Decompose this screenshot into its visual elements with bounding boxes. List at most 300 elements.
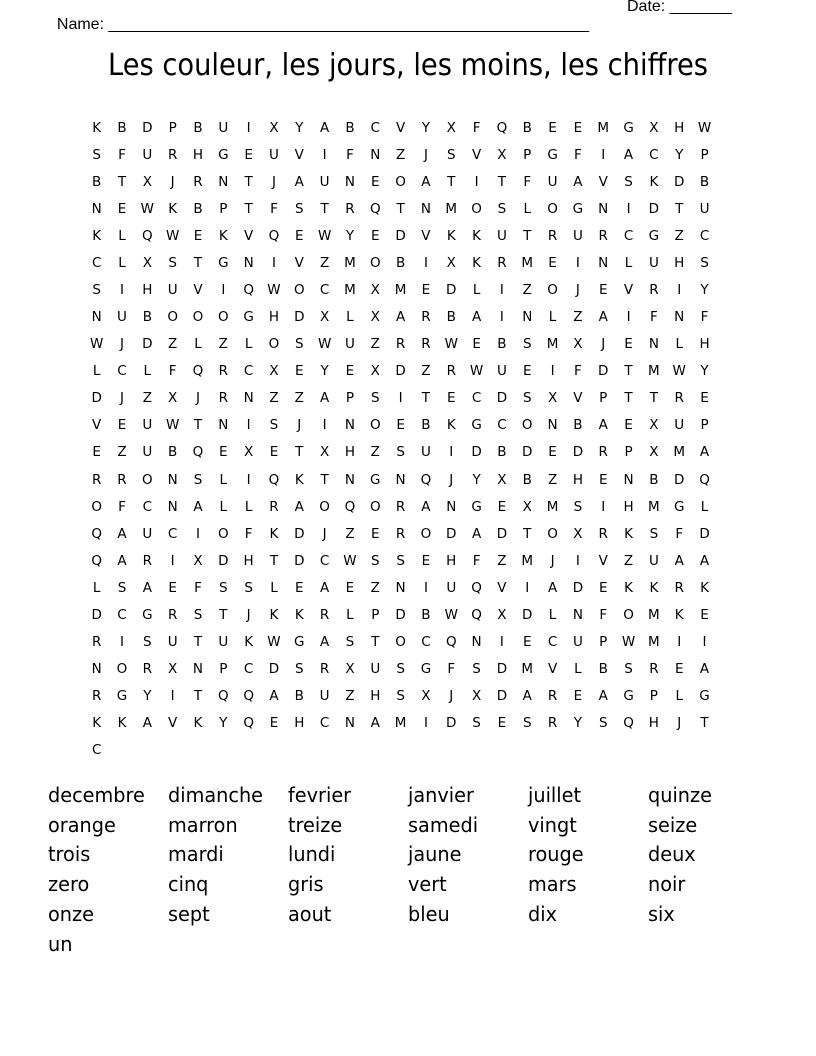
- grid-letter: U: [142, 525, 153, 542]
- grid-letter: Y: [700, 282, 709, 298]
- grid-letter: H: [699, 336, 710, 353]
- grid-letter: J: [120, 390, 124, 407]
- grid-letter: Z: [370, 336, 380, 353]
- grid-letter: S: [295, 200, 304, 217]
- grid-letter: Z: [421, 363, 431, 380]
- grid-letter: O: [142, 471, 153, 488]
- grid-letter: T: [421, 390, 431, 407]
- word-bank-item: noir: [648, 872, 686, 897]
- grid-letter: M: [648, 634, 660, 651]
- grid-letter: T: [193, 254, 203, 271]
- grid-letter: E: [345, 363, 355, 380]
- grid-letter: H: [243, 552, 254, 569]
- grid-letter: A: [294, 498, 304, 515]
- grid-letter: K: [117, 715, 127, 732]
- grid-letter: N: [471, 634, 482, 651]
- grid-letter: U: [319, 173, 330, 190]
- grid-letter: F: [700, 309, 709, 326]
- grid-letter: Q: [142, 227, 153, 244]
- grid-letter: B: [522, 119, 532, 136]
- grid-letter: O: [547, 200, 558, 217]
- word-bank-item: samedi: [408, 812, 479, 837]
- grid-letter: S: [143, 634, 152, 651]
- grid-letter: I: [322, 146, 327, 163]
- grid-letter: S: [396, 444, 405, 461]
- grid-letter: X: [370, 282, 380, 298]
- grid-letter: V: [395, 119, 406, 136]
- grid-letter: B: [598, 661, 608, 678]
- grid-letter: S: [219, 579, 228, 596]
- grid-letter: T: [320, 200, 329, 217]
- grid-letter: T: [269, 552, 279, 569]
- grid-letter: I: [601, 498, 606, 515]
- grid-letter: I: [398, 390, 403, 407]
- grid-letter: E: [497, 715, 507, 732]
- grid-letter: E: [371, 227, 380, 244]
- grid-letter: W: [89, 336, 104, 353]
- grid-letter: C: [497, 417, 507, 434]
- grid-letter: D: [496, 525, 508, 542]
- grid-letter: N: [167, 471, 178, 488]
- grid-letter: X: [193, 552, 203, 569]
- grid-letter: O: [369, 417, 381, 434]
- grid-letter: V: [421, 227, 431, 244]
- grid-letter: U: [648, 254, 659, 271]
- grid-letter: O: [369, 254, 381, 271]
- grid-letter: E: [573, 688, 583, 705]
- grid-letter: N: [446, 498, 457, 515]
- grid-letter: M: [394, 282, 407, 298]
- grid-letter: G: [648, 227, 660, 244]
- grid-letter: X: [370, 363, 380, 380]
- grid-letter: E: [548, 254, 557, 271]
- grid-letter: I: [677, 282, 682, 298]
- grid-letter: N: [598, 254, 609, 271]
- grid-letter: X: [142, 254, 152, 271]
- grid-letter: K: [624, 579, 633, 596]
- grid-letter: S: [269, 417, 279, 434]
- grid-letter: B: [649, 471, 659, 488]
- grid-letter: T: [193, 417, 203, 434]
- grid-letter: A: [142, 579, 152, 596]
- grid-letter: I: [626, 309, 631, 326]
- grid-letter: S: [117, 579, 127, 596]
- grid-letter: O: [268, 336, 280, 353]
- grid-letter: J: [601, 336, 606, 353]
- grid-letter: L: [574, 661, 582, 678]
- grid-letter: Z: [168, 336, 178, 353]
- grid-letter: V: [547, 661, 558, 678]
- grid-letter: I: [626, 200, 631, 217]
- word-bank-item: janvier: [408, 782, 474, 807]
- grid-letter: N: [192, 661, 204, 678]
- grid-letter: D: [648, 200, 660, 217]
- grid-letter: F: [168, 363, 177, 380]
- word-bank-item: lundi: [288, 842, 336, 867]
- grid-letter: A: [674, 552, 684, 569]
- grid-letter: Z: [674, 227, 684, 244]
- grid-letter: N: [167, 498, 178, 515]
- grid-letter: F: [675, 525, 684, 542]
- grid-letter: F: [523, 173, 532, 190]
- grid-letter: W: [697, 119, 712, 136]
- word-bank-item: dix: [528, 902, 557, 927]
- grid-letter: Q: [420, 471, 432, 488]
- grid-letter: F: [346, 146, 354, 163]
- grid-letter: D: [471, 444, 482, 461]
- grid-letter: X: [649, 119, 659, 136]
- grid-letter: I: [246, 417, 251, 434]
- grid-letter: V: [193, 282, 203, 298]
- grid-letter: E: [446, 390, 456, 407]
- grid-letter: G: [116, 688, 128, 705]
- grid-letter: K: [92, 227, 102, 244]
- grid-letter: C: [649, 146, 659, 163]
- page-title: Les couleur, les jours, les moins, les chiffres: [107, 48, 709, 83]
- grid-letter: R: [649, 661, 659, 678]
- grid-letter: T: [675, 200, 684, 217]
- grid-letter: E: [295, 579, 304, 596]
- grid-letter: N: [420, 200, 431, 217]
- grid-letter: E: [244, 146, 253, 163]
- grid-letter: L: [270, 579, 278, 596]
- grid-letter: O: [369, 498, 381, 515]
- grid-letter: I: [474, 173, 479, 190]
- grid-letter: U: [218, 634, 229, 651]
- grid-letter: T: [624, 390, 633, 407]
- grid-letter: Q: [192, 363, 204, 380]
- grid-letter: D: [294, 552, 305, 569]
- grid-letter: B: [573, 417, 583, 434]
- grid-letter: C: [117, 606, 127, 623]
- grid-letter: F: [447, 661, 456, 678]
- grid-letter: U: [420, 444, 431, 461]
- grid-letter: A: [117, 525, 127, 542]
- grid-letter: H: [268, 309, 280, 326]
- grid-letter: E: [421, 282, 431, 298]
- grid-letter: R: [421, 336, 431, 353]
- grid-letter: I: [170, 552, 175, 569]
- grid-letter: W: [165, 227, 180, 244]
- grid-letter: Y: [345, 227, 355, 244]
- grid-letter: I: [322, 417, 327, 434]
- grid-letter: D: [268, 661, 280, 678]
- grid-letter: B: [497, 444, 507, 461]
- grid-letter: A: [598, 309, 608, 326]
- grid-letter: T: [320, 471, 329, 488]
- grid-letter: D: [446, 525, 457, 542]
- grid-letter: P: [371, 606, 380, 623]
- grid-letter: E: [92, 444, 101, 461]
- grid-letter: I: [246, 471, 251, 488]
- grid-letter: P: [700, 417, 709, 434]
- word-bank-item: sept: [168, 902, 210, 927]
- grid-letter: H: [572, 471, 583, 488]
- grid-letter: C: [91, 742, 102, 759]
- grid-letter: I: [575, 552, 580, 569]
- grid-letter: L: [118, 227, 126, 244]
- grid-letter: E: [700, 390, 709, 407]
- grid-letter: R: [395, 525, 406, 542]
- grid-letter: Z: [547, 471, 558, 488]
- grid-letter: T: [497, 173, 507, 190]
- grid-letter: Y: [295, 119, 304, 136]
- grid-letter: I: [702, 634, 707, 651]
- grid-letter: W: [444, 606, 458, 623]
- grid-letter: V: [623, 282, 634, 298]
- grid-letter: E: [674, 661, 684, 678]
- grid-letter: Z: [522, 282, 532, 298]
- word-bank-item: gris: [288, 872, 324, 897]
- grid-letter: C: [421, 634, 431, 651]
- grid-letter: Q: [243, 715, 254, 732]
- grid-letter: L: [346, 606, 354, 623]
- grid-letter: X: [522, 498, 532, 515]
- grid-letter: S: [92, 282, 101, 298]
- grid-letter: N: [243, 254, 254, 271]
- grid-letter: B: [421, 606, 431, 623]
- grid-letter: E: [269, 715, 279, 732]
- grid-letter: D: [496, 661, 508, 678]
- grid-letter: G: [699, 688, 710, 705]
- grid-letter: B: [497, 336, 507, 353]
- word-bank-item: juillet: [528, 782, 582, 807]
- grid-letter: B: [92, 173, 102, 190]
- grid-letter: O: [521, 417, 533, 434]
- grid-letter: L: [219, 498, 228, 515]
- grid-letter: A: [623, 146, 634, 163]
- grid-letter: G: [370, 471, 381, 488]
- grid-letter: Q: [471, 579, 482, 596]
- grid-letter: B: [294, 688, 304, 705]
- grid-letter: X: [497, 146, 507, 163]
- word-bank-item: seize: [648, 812, 698, 837]
- grid-letter: P: [624, 444, 633, 461]
- grid-letter: L: [700, 498, 709, 515]
- grid-letter: T: [193, 634, 203, 651]
- grid-letter: O: [395, 634, 406, 651]
- grid-letter: P: [599, 390, 608, 407]
- grid-letter: C: [167, 525, 178, 542]
- word-bank-item: vingt: [528, 812, 577, 837]
- grid-letter: C: [547, 634, 558, 651]
- grid-letter: L: [244, 336, 253, 353]
- grid-letter: Y: [700, 363, 709, 380]
- grid-letter: A: [573, 173, 583, 190]
- grid-letter: Z: [345, 688, 355, 705]
- grid-letter: U: [572, 634, 583, 651]
- grid-letter: D: [142, 119, 153, 136]
- grid-letter: A: [547, 579, 558, 596]
- grid-letter: R: [117, 471, 127, 488]
- grid-letter: Q: [471, 606, 482, 623]
- grid-letter: X: [319, 444, 330, 461]
- grid-letter: W: [469, 363, 484, 380]
- grid-letter: N: [623, 471, 634, 488]
- grid-letter: E: [345, 579, 355, 596]
- word-bank-item: bleu: [408, 902, 450, 927]
- grid-letter: J: [271, 173, 276, 190]
- grid-letter: N: [395, 579, 406, 596]
- grid-letter: Q: [192, 444, 204, 461]
- grid-letter: T: [523, 227, 532, 244]
- grid-letter: F: [574, 146, 582, 163]
- grid-letter: W: [140, 200, 154, 217]
- grid-letter: Q: [217, 688, 229, 705]
- grid-letter: V: [92, 417, 102, 434]
- grid-letter: X: [168, 390, 178, 407]
- grid-letter: E: [396, 417, 405, 434]
- grid-letter: T: [649, 390, 658, 407]
- grid-letter: B: [168, 444, 178, 461]
- grid-letter: F: [118, 146, 126, 163]
- grid-letter: S: [193, 471, 203, 488]
- grid-letter: U: [167, 282, 178, 298]
- grid-letter: I: [677, 634, 682, 651]
- grid-letter: I: [170, 688, 175, 705]
- grid-letter: D: [218, 552, 229, 569]
- grid-letter: A: [193, 498, 203, 515]
- date-field-label: Date: _______: [627, 0, 732, 15]
- word-bank-item: quinze: [648, 782, 712, 807]
- grid-letter: R: [269, 498, 279, 515]
- grid-letter: X: [345, 661, 355, 678]
- grid-letter: W: [267, 634, 281, 651]
- grid-letter: R: [218, 390, 228, 407]
- grid-letter: C: [319, 282, 330, 298]
- grid-letter: N: [648, 336, 659, 353]
- grid-letter: L: [346, 309, 354, 326]
- grid-letter: P: [168, 119, 177, 136]
- grid-letter: E: [598, 282, 608, 298]
- grid-letter: N: [344, 715, 355, 732]
- grid-letter: R: [598, 444, 608, 461]
- word-bank-item: marron: [168, 812, 238, 837]
- grid-letter: R: [167, 146, 178, 163]
- grid-letter: R: [497, 254, 507, 271]
- grid-letter: X: [573, 336, 583, 353]
- grid-letter: R: [649, 282, 659, 298]
- grid-letter: E: [624, 417, 633, 434]
- grid-letter: R: [345, 200, 355, 217]
- grid-letter: K: [294, 471, 304, 488]
- grid-letter: Y: [421, 119, 431, 136]
- grid-letter: J: [449, 471, 454, 488]
- grid-letter: A: [699, 552, 710, 569]
- grid-letter: Q: [699, 471, 710, 488]
- grid-letter: G: [218, 146, 229, 163]
- grid-letter: A: [319, 579, 330, 596]
- grid-letter: S: [522, 390, 532, 407]
- grid-letter: Y: [675, 146, 684, 163]
- grid-letter: R: [598, 525, 608, 542]
- grid-letter: M: [521, 661, 534, 678]
- grid-letter: B: [117, 119, 127, 136]
- grid-letter: L: [523, 200, 531, 217]
- grid-letter: E: [168, 579, 177, 596]
- grid-letter: A: [471, 525, 482, 542]
- grid-letter: S: [573, 498, 583, 515]
- grid-letter: D: [572, 579, 584, 596]
- grid-letter: O: [217, 309, 229, 326]
- word-bank-item: vert: [408, 872, 447, 897]
- grid-letter: T: [244, 200, 253, 217]
- grid-letter: M: [445, 200, 458, 217]
- grid-letter: Z: [269, 390, 279, 407]
- grid-letter: E: [472, 336, 481, 353]
- grid-letter: X: [244, 444, 254, 461]
- word-bank-item: jaune: [408, 842, 462, 867]
- grid-letter: Q: [91, 525, 102, 542]
- grid-letter: E: [117, 417, 127, 434]
- grid-letter: D: [446, 715, 457, 732]
- grid-letter: R: [547, 688, 558, 705]
- grid-letter: B: [446, 309, 456, 326]
- grid-letter: D: [294, 309, 305, 326]
- grid-letter: S: [472, 661, 481, 678]
- grid-letter: Q: [243, 688, 254, 705]
- grid-letter: K: [92, 119, 102, 136]
- grid-letter: A: [319, 390, 330, 407]
- grid-letter: O: [319, 498, 330, 515]
- grid-letter: K: [472, 227, 482, 244]
- grid-letter: L: [92, 363, 101, 380]
- grid-letter: F: [472, 119, 481, 136]
- grid-letter: J: [297, 417, 302, 434]
- grid-letter: B: [193, 119, 203, 136]
- grid-letter: E: [573, 119, 583, 136]
- grid-letter: T: [193, 688, 203, 705]
- grid-letter: E: [269, 444, 279, 461]
- grid-letter: K: [294, 606, 304, 623]
- grid-letter: H: [142, 282, 153, 298]
- grid-letter: Y: [320, 363, 329, 380]
- grid-letter: S: [624, 661, 633, 678]
- grid-letter: D: [142, 336, 153, 353]
- grid-letter: F: [270, 200, 278, 217]
- grid-letter: G: [623, 688, 634, 705]
- grid-letter: G: [673, 498, 685, 515]
- grid-letter: D: [91, 390, 102, 407]
- grid-letter: X: [649, 444, 659, 461]
- grid-letter: A: [471, 309, 482, 326]
- grid-letter: K: [649, 579, 659, 596]
- grid-letter: Z: [345, 525, 355, 542]
- grid-letter: W: [444, 336, 458, 353]
- grid-letter: X: [168, 661, 178, 678]
- grid-letter: J: [575, 282, 580, 298]
- grid-letter: C: [699, 227, 710, 244]
- grid-letter: K: [218, 227, 228, 244]
- grid-letter: K: [649, 173, 659, 190]
- grid-letter: A: [699, 444, 710, 461]
- grid-letter: R: [91, 471, 102, 488]
- grid-letter: S: [700, 254, 709, 271]
- grid-letter: A: [699, 661, 710, 678]
- grid-letter: K: [472, 254, 482, 271]
- grid-letter: B: [395, 254, 406, 271]
- grid-letter: F: [650, 309, 658, 326]
- grid-letter: C: [243, 661, 254, 678]
- grid-letter: L: [624, 254, 633, 271]
- grid-letter: U: [496, 227, 507, 244]
- grid-letter: M: [648, 363, 660, 380]
- grid-letter: U: [674, 417, 685, 434]
- grid-letter: I: [499, 634, 504, 651]
- grid-letter: V: [294, 254, 304, 271]
- grid-letter: M: [648, 606, 660, 623]
- grid-letter: U: [167, 634, 178, 651]
